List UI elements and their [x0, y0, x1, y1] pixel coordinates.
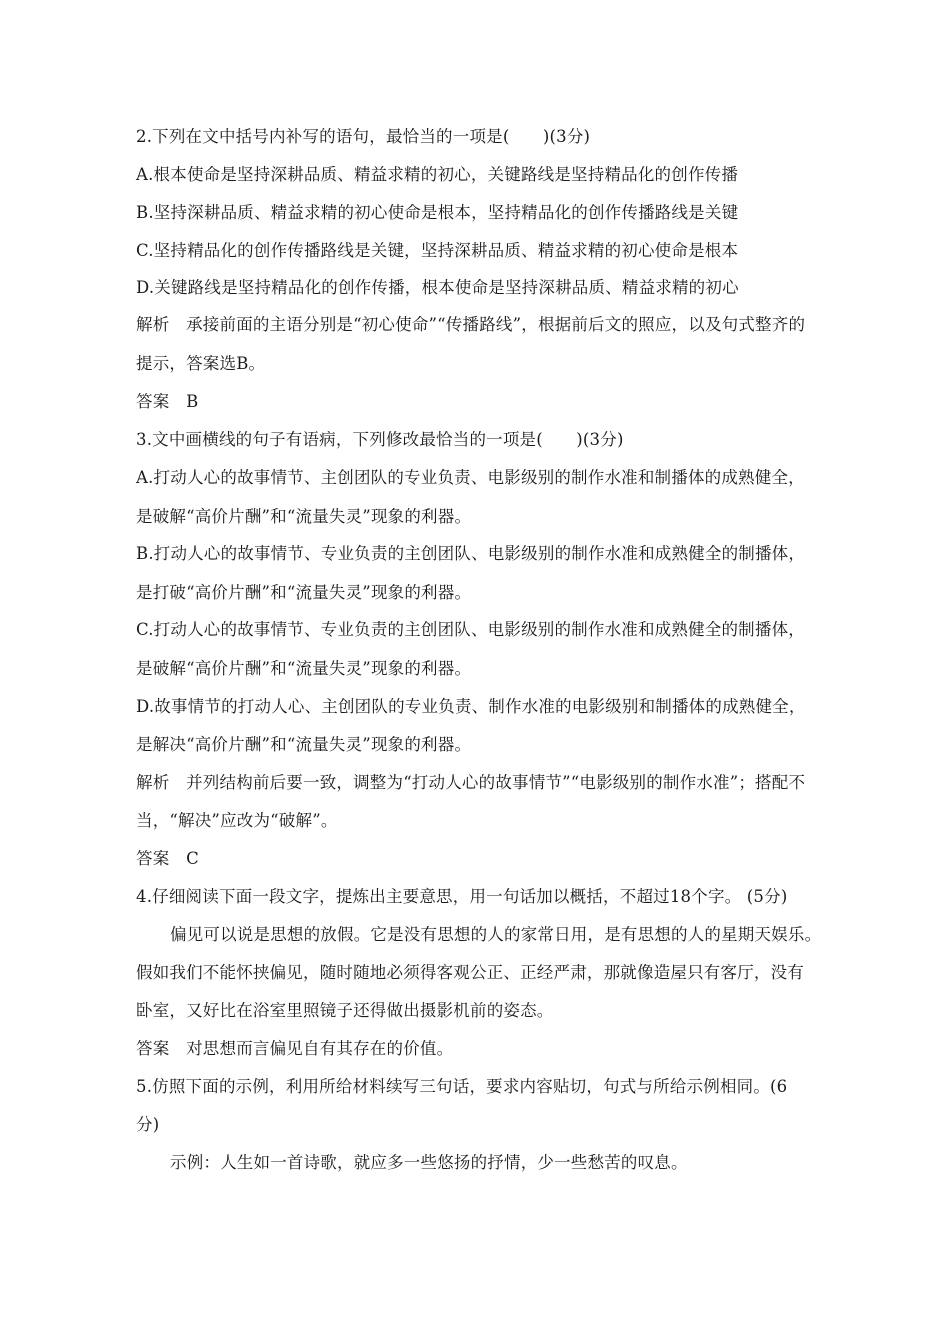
q3-option-c-line-1: C.打动人心的故事情节、专业负责的主创团队、电影级别的制作水准和成熟健全的制播体， — [136, 620, 805, 639]
q2-option-a: A.根本使命是坚持深耕品质、精益求精的初心，关键路线是坚持精品化的创作传播 — [136, 165, 739, 184]
q4-passage-line-3: 卧室，又好比在浴室里照镜子还得做出摄影机前的姿态。 — [136, 1001, 554, 1020]
q3-answer: 答案 C — [136, 849, 199, 868]
q2-option-d: D.关键路线是坚持精品化的创作传播，根本使命是坚持深耕品质、精益求精的初心 — [136, 278, 739, 297]
q4-passage-line-2: 假如我们不能怀挟偏见，随时随地必须得客观公正、正经严肃，那就像造屋只有客厅，没有 — [136, 963, 804, 982]
q2-option-c: C.坚持精品化的创作传播路线是关键，坚持深耕品质、精益求精的初心使命是根本 — [136, 241, 739, 260]
q4-answer: 答案 对思想而言偏见自有其存在的价值。 — [136, 1039, 454, 1058]
q4-stem: 4.仔细阅读下面一段文字，提炼出主要意思，用一句话加以概括，不超过18个字。 (5分) — [136, 887, 788, 906]
q2-stem: 2.下列在文中括号内补写的语句，最恰当的一项是( )(3分) — [136, 127, 591, 146]
q3-option-d-line-1: D.故事情节的打动人心、主创团队的专业负责、制作水准的电影级别和制播体的成熟健全， — [136, 697, 806, 716]
q2-option-b: B.坚持深耕品质、精益求精的初心使命是根本，坚持精品化的创作传播路线是关键 — [136, 203, 739, 222]
q2-answer: 答案 B — [136, 392, 199, 411]
q2-analysis-line-1: 解析 承接前面的主语分别是“初心使命”“传播路线”，根据前后文的照应，以及句式整齐的 — [136, 315, 806, 334]
q2-analysis-line-2: 提示，答案选B。 — [136, 354, 266, 373]
q3-stem: 3.文中画横线的句子有语病，下列修改最恰当的一项是( )(3分) — [136, 430, 624, 449]
q3-option-a-line-2: 是破解“高价片酬”和“流量失灵”现象的利器。 — [136, 507, 472, 526]
q5-stem-line-2: 分) — [136, 1115, 160, 1134]
q3-analysis-line-2: 当，“解决”应改为“破解”。 — [136, 811, 338, 830]
q3-option-c-line-2: 是破解“高价片酬”和“流量失灵”现象的利器。 — [136, 659, 472, 678]
q3-analysis-line-1: 解析 并列结构前后要一致，调整为“打动人心的故事情节”“电影级别的制作水准”；搭配不 — [136, 773, 806, 792]
q3-option-b-line-1: B.打动人心的故事情节、专业负责的主创团队、电影级别的制作水准和成熟健全的制播体， — [136, 544, 806, 563]
q4-passage-line-1: 偏见可以说是思想的放假。它是没有思想的人的家常日用，是有思想的人的星期天娱乐。 — [170, 925, 822, 944]
q3-option-d-line-2: 是解决“高价片酬”和“流量失灵”现象的利器。 — [136, 735, 472, 754]
q3-option-b-line-2: 是打破“高价片酬”和“流量失灵”现象的利器。 — [136, 583, 472, 602]
q3-option-a-line-1: A.打动人心的故事情节、主创团队的专业负责、电影级别的制作水准和制播体的成熟健全， — [136, 468, 805, 487]
q5-stem-line-1: 5.仿照下面的示例，利用所给材料续写三句话，要求内容贴切，句式与所给示例相同。(6 — [136, 1077, 788, 1096]
q5-example: 示例：人生如一首诗歌，就应多一些悠扬的抒情，少一些愁苦的叹息。 — [170, 1153, 688, 1172]
